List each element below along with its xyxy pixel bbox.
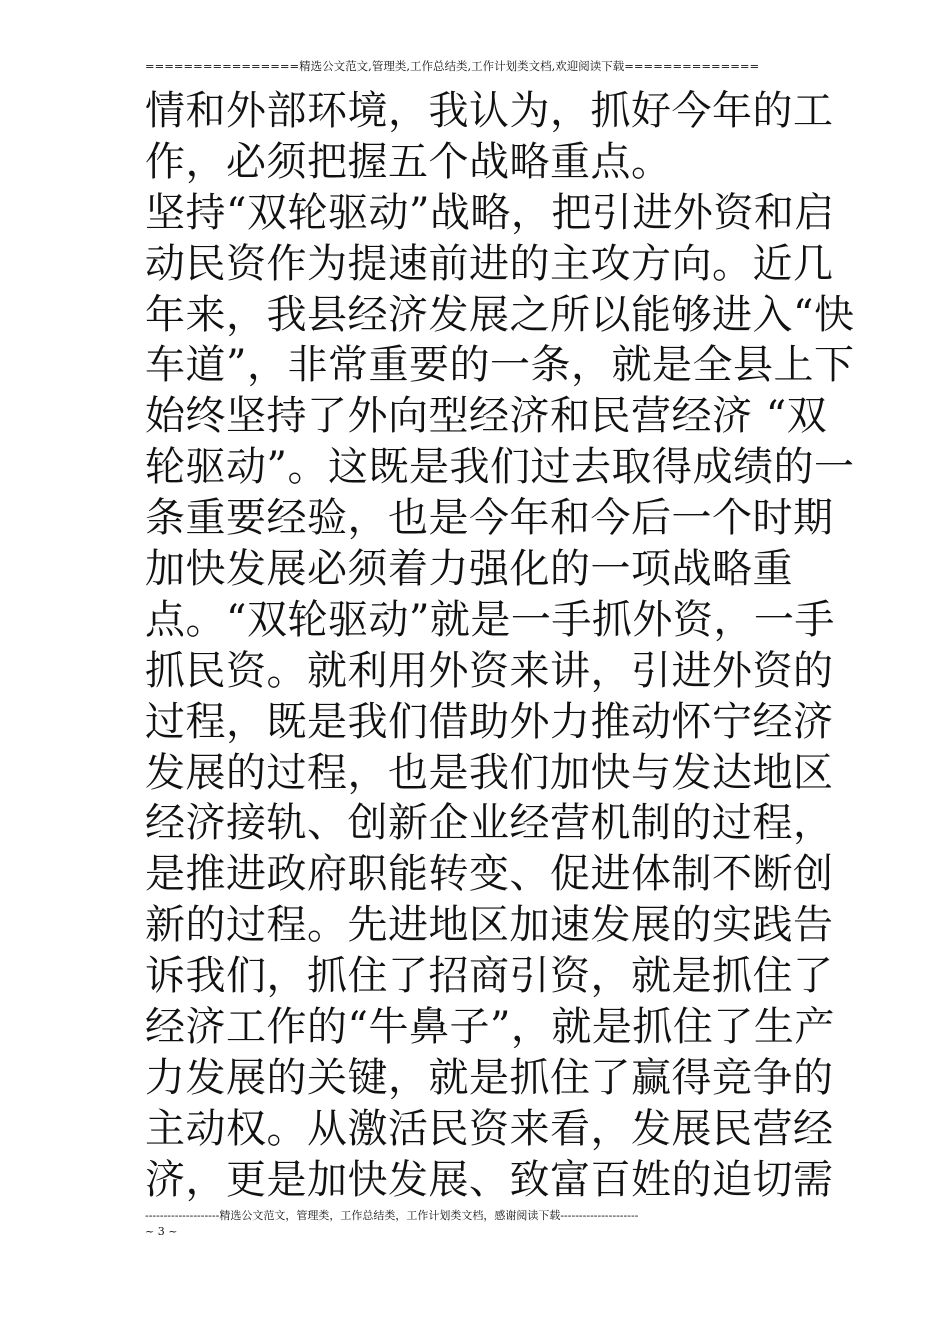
page-number: ~ 3 ~ [145,1225,178,1238]
body-line: 车道”，非常重要的一条，就是全县上下 [145,342,855,389]
body-line: 是推进政府职能转变、促进体制不断创 [145,851,834,898]
body-line: 条重要经验，也是今年和今后一个时期 [145,495,834,542]
body-line: 发展的过程，也是我们加快与发达地区 [145,749,834,796]
body-line: 轮驱动”。这既是我们过去取得成绩的一 [145,444,855,491]
footer-banner: --------------------精选公文范文，管理类，工作总结类，工作计划类文档，感谢阅读下载--------------------- [145,1209,639,1222]
body-line: 过程，既是我们借助外力推动怀宁经济 [145,698,834,745]
body-line: 抓民资。就利用外资来讲，引进外资的 [145,647,834,694]
body-line: 经济工作的“牛鼻子”，就是抓住了生产 [145,1004,835,1051]
body-line: 始终坚持了外向型经济和民营经济 “双 [145,393,828,440]
body-line: 诉我们，抓住了招商引资，就是抓住了 [145,953,834,1000]
body-line: 新的过程。先进地区加速发展的实践告 [145,902,834,949]
body-line: 坚持“双轮驱动”战略，把引进外资和启 [145,189,835,236]
body-line: 济，更是加快发展、致富百姓的迫切需 [145,1156,834,1203]
body-line: 力发展的关键，就是抓住了赢得竞争的 [145,1054,834,1101]
body-line: 年来，我县经济发展之所以能够进入“快 [145,291,855,338]
body-line: 点。“双轮驱动”就是一手抓外资，一手 [145,596,835,643]
body-line: 加快发展必须着力强化的一项战略重 [145,546,793,593]
body-line: 经济接轨、创新企业经营机制的过程， [145,800,834,847]
document-body [145,86,855,1206]
body-line: 动民资作为提速前进的主攻方向。近几 [145,240,834,287]
body-line: 情和外部环境，我认为，抓好今年的工 [145,88,834,134]
header-banner: ================精选公文范文,管理类,工作总结类,工作计划类文档,欢迎阅读下载============== [145,59,760,73]
body-line: 作，必须把握五个战略重点。 [145,138,672,185]
body-line: 主动权。从激活民资来看，发展民营经 [145,1105,834,1152]
